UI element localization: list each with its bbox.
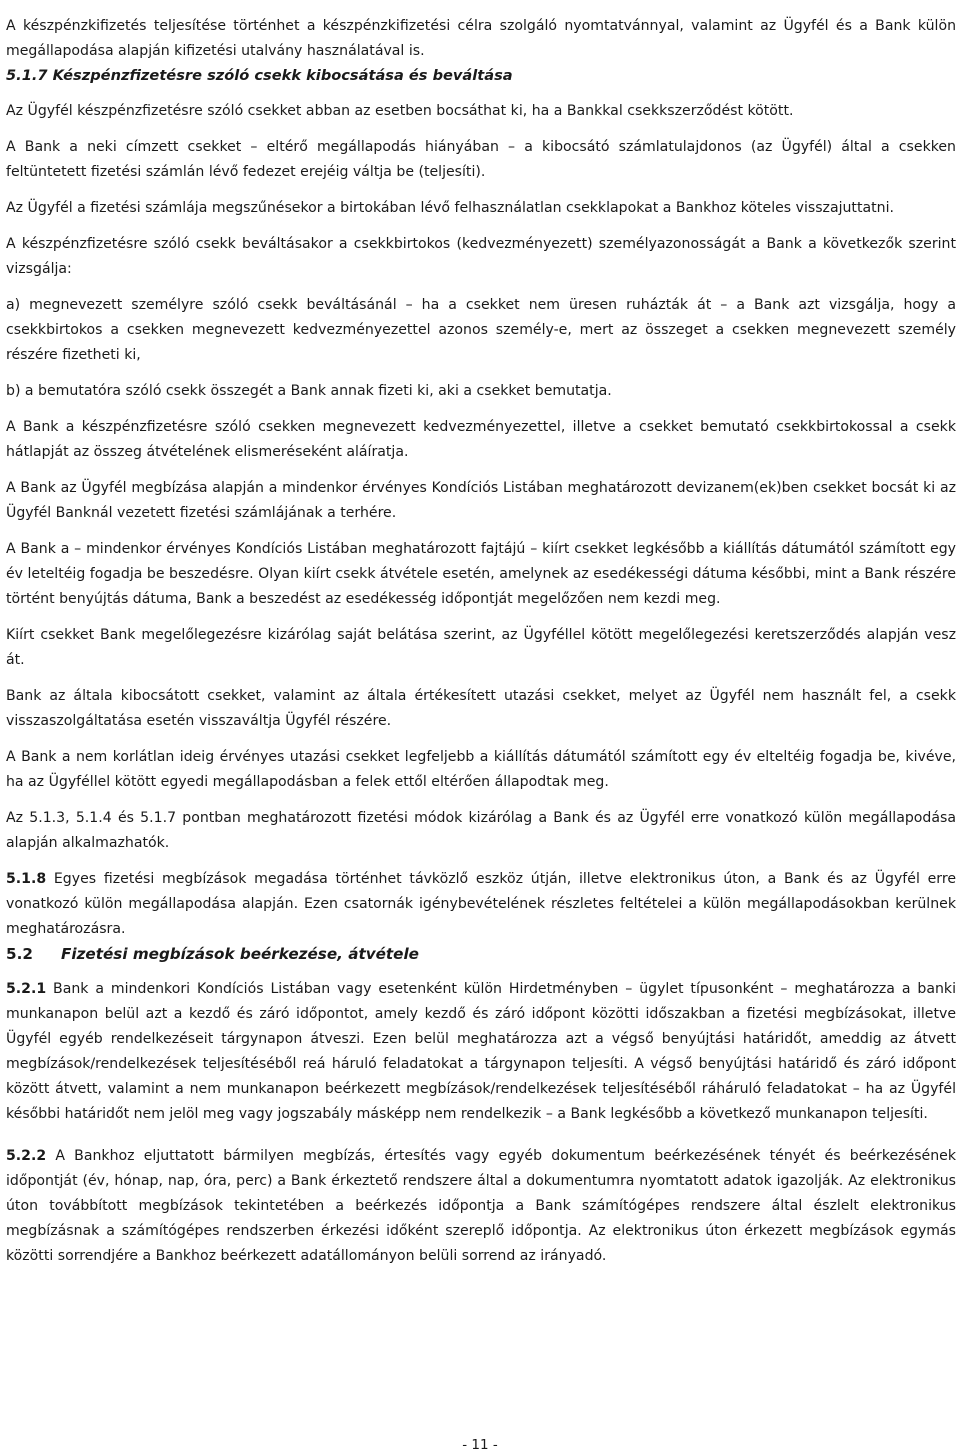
paragraph-518 bbox=[6, 867, 956, 942]
page-number: - 11 - bbox=[462, 1437, 498, 1453]
paragraph-517-b: b) a bemutatóra szóló csekk összegét a Bank annak fizeti ki, aki a csekket bemutatja. bbox=[6, 383, 612, 399]
paragraph-522-text: A Bankhoz eljuttatott bármilyen megbízás, értesítés vagy egyéb dokumentum beérkezésének tényét és beérkezésének időpontját (év, hónap, nap, óra, perc) a Bank érkeztető rendszere által a dokumentumra nyomtatott adatok igazolják. Az elektronikus úton továbbított megbízások tekintetében a beérkezés időpontja a Bank számítógépes rendszere által észlelt elektronikus megbízásnak a számítógépes rendszerben érkezési időként szereplő időpontja. Az elektronikus úton érkezett megbízások egymás közötti sorrendjére a Bankhoz beérkezett adatállományon belüli sorrend az irányadó. bbox=[6, 1148, 956, 1264]
paragraph-517-13: Az 5.1.3, 5.1.4 és 5.1.7 pontban meghatározott fizetési módok kizárólag a Bank és az Ügyfél erre vonatkozó külön megállapodása alapján alkalmazhatók. bbox=[6, 810, 956, 851]
paragraph-518-text: Egyes fizetési megbízások megadása történhet távközlő eszköz útján, illetve elektronikus úton, a Bank és az Ügyfél erre vonatkozó külön megállapodása alapján. Ezen csatornák igénybevételének részletes feltételei a külön megállapodásokban kerülnek meghatározásra. bbox=[6, 871, 956, 937]
paragraph-517-a: a) megnevezett személyre szóló csekk beváltásánál – ha a csekket nem üresen ruházták át – a Bank azt vizsgálja, hogy a csekkbirtokos a csekken megnevezett kedvezményezettel azonos személy-e, mert az összeget a csekken megnevezett személy részére fizetheti ki, bbox=[6, 297, 956, 363]
section-number-522: 5.2.2 bbox=[6, 1148, 47, 1164]
paragraph-521 bbox=[6, 977, 956, 1127]
section-title-52: Fizetési megbízások beérkezése, átvétele bbox=[61, 945, 419, 963]
paragraph-517-12: A Bank a nem korlátlan ideig érvényes utazási csekket legfeljebb a kiállítás dátumától számított egy év elteltéig fogadja be, kivéve, ha az Ügyféllel kötött egyedi megállapodásban a felek ettől eltérően állapodtak meg. bbox=[6, 749, 956, 790]
paragraph-522 bbox=[6, 1144, 956, 1269]
paragraph-517-7: A Bank a készpénzfizetésre szóló csekken megnevezett kedvezményezettel, illetve a csekket bemutató csekkbirtokossal a csekk hátlapját az összeg átvételének elismeréseként aláíratja. bbox=[6, 419, 956, 460]
section-heading-517: 5.1.7 Készpénzfizetésre szóló csekk kibocsátása és beváltása bbox=[6, 67, 513, 84]
paragraph-517-1: Az Ügyfél készpénzfizetésre szóló csekket abban az esetben bocsáthat ki, ha a Bankkal csekkszerződést kötött. bbox=[6, 103, 794, 119]
section-number-521: 5.2.1 bbox=[6, 981, 47, 997]
paragraph-517-11: Bank az általa kibocsátott csekket, valamint az általa értékesített utazási csekket, melyet az Ügyfél nem használt fel, a csekk visszaszolgáltatása esetén visszaváltja Ügyfél részére. bbox=[6, 688, 956, 729]
paragraph-517-10: Kiírt csekket Bank megelőlegezésre kizárólag saját belátása szerint, az Ügyféllel kötött megelőlegezési keretszerződés alapján vesz át. bbox=[6, 627, 956, 668]
section-heading-52 bbox=[6, 942, 956, 966]
section-number-518: 5.1.8 bbox=[6, 871, 47, 887]
paragraph-517-4: A készpénzfizetésre szóló csekk beváltásakor a csekkbirtokos (kedvezményezett) személyazonosságát a Bank a következők szerint vizsgálja: bbox=[6, 236, 956, 277]
paragraph-517-3: Az Ügyfél a fizetési számlája megszűnésekor a birtokában lévő felhasználatlan csekklapokat a Bankhoz köteles visszajuttatni. bbox=[6, 200, 894, 216]
document-page bbox=[6, 14, 956, 1269]
section-number-52: 5.2 bbox=[6, 945, 33, 963]
paragraph-517-8: A Bank az Ügyfél megbízása alapján a mindenkor érvényes Kondíciós Listában meghatározott devizanem(ek)ben csekket bocsát ki az Ügyfél Banknál vezetett fizetési számlájának a terhére. bbox=[6, 480, 956, 521]
paragraph-521-text: Bank a mindenkori Kondíciós Listában vagy esetenként külön Hirdetményben – ügylet típusonként – meghatározza a banki munkanapon belül azt a kezdő és záró időpontot, amely kezdő és záró időpont közötti időszakban a fizetési megbízásokat, illetve Ügyfél egyéb rendelkezéseit tárgynapon átveszi. Ezen belül meghatározza azt a végső benyújtási határidőt, ameddig az átvett megbízások/rendelkezések teljesítéséből reá háruló feladatokat a tárgynapon teljesíti. A végső benyújtási határidő és záró időpont között átvett, valamint a nem munkanapon beérkezett megbízások/rendelkezések teljesítéséből ráháruló feladatokat – ha az Ügyfél későbbi határidőt nem jelöl meg vagy jogszabály másképp nem rendelkezik – a Bank legkésőbb a következő munkanapon teljesíti. bbox=[6, 981, 956, 1122]
paragraph-intro: A készpénzkifizetés teljesítése történhet a készpénzkifizetési célra szolgáló nyomtatvánnyal, valamint az Ügyfél és a Bank külön megállapodása alapján kifizetési utalvány használatával is. bbox=[6, 18, 956, 59]
paragraph-517-2: A Bank a neki címzett csekket – eltérő megállapodás hiányában – a kibocsátó számlatulajdonos (az Ügyfél) által a csekken feltüntetett fizetési számlán lévő fedezet erejéig váltja be (teljesíti). bbox=[6, 139, 956, 180]
paragraph-517-9: A Bank a – mindenkor érvényes Kondíciós Listában meghatározott fajtájú – kiírt csekket legkésőbb a kiállítás dátumától számított egy év leteltéig fogadja be beszedésre. Olyan kiírt csekk átvétele esetén, amelynek az esedékességi dátuma későbbi, mint a Bank részére történt benyújtás dátuma, Bank a beszedést az esedékesség időpontját megelőzően nem kezdi meg. bbox=[6, 541, 956, 607]
